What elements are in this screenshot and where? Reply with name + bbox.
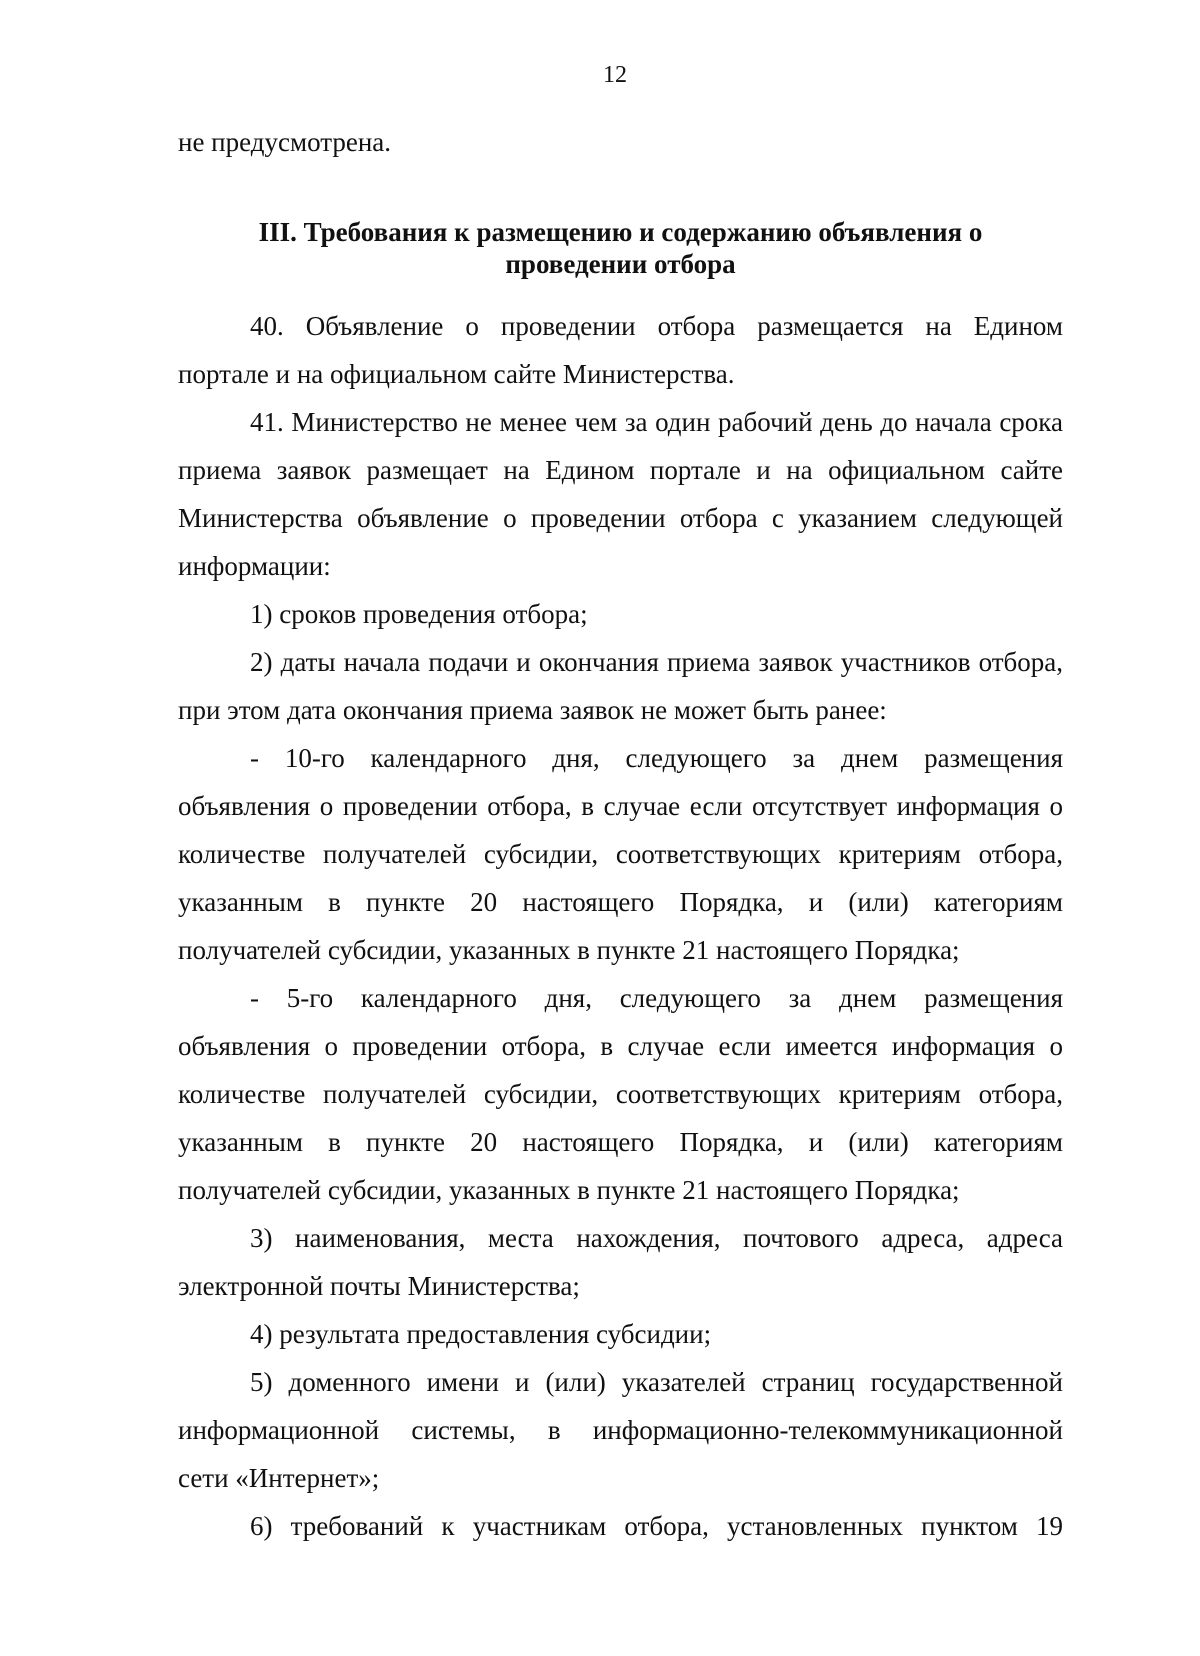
dash-item-2-line-5: получателей субсидии, указанных в пункте 21 настоящего Порядка; bbox=[178, 1175, 960, 1205]
list-item-1: 1) сроков проведения отбора; bbox=[250, 599, 588, 629]
continuation-text: не предусмотрена. bbox=[178, 127, 392, 157]
dash-item-2-line-2: объявления о проведении отбора, в случае если имеется информация о bbox=[178, 1031, 1063, 1061]
dash-item-1-line-4: указанным в пункте 20 настоящего Порядка, и (или) категориям bbox=[178, 887, 1063, 917]
paragraph-41-line-4: информации: bbox=[178, 551, 331, 581]
dash-item-1-line-1: - 10-го календарного дня, следующего за днем размещения bbox=[250, 743, 1063, 773]
section-title-line-1: III. Требования к размещению и содержанию объявления о bbox=[258, 217, 983, 247]
list-item-5-line-2: информационной системы, в информационно-телекоммуникационной bbox=[178, 1415, 1063, 1445]
dash-item-2-line-3: количестве получателей субсидии, соответствующих критериям отбора, bbox=[178, 1079, 1063, 1109]
paragraph-41-line-3: Министерства объявление о проведении отбора с указанием следующей bbox=[178, 503, 1063, 533]
list-item-5-line-3: сети «Интернет»; bbox=[178, 1463, 380, 1493]
paragraph-40-line-1: 40. Объявление о проведении отбора размещается на Едином bbox=[250, 311, 1063, 341]
dash-item-1-line-5: получателей субсидии, указанных в пункте 21 настоящего Порядка; bbox=[178, 935, 960, 965]
list-item-3-line-2: электронной почты Министерства; bbox=[178, 1271, 580, 1301]
dash-item-2-line-1: - 5-го календарного дня, следующего за днем размещения bbox=[250, 983, 1063, 1013]
list-item-2-line-1: 2) даты начала подачи и окончания приема заявок участников отбора, bbox=[250, 647, 1063, 677]
paragraph-41-line-2: приема заявок размещает на Едином портале и на официальном сайте bbox=[178, 455, 1063, 485]
list-item-4: 4) результата предоставления субсидии; bbox=[250, 1319, 712, 1349]
paragraph-40-line-2: портале и на официальном сайте Министерства. bbox=[178, 359, 735, 389]
dash-item-1-line-3: количестве получателей субсидии, соответствующих критериям отбора, bbox=[178, 839, 1063, 869]
list-item-5-line-1: 5) доменного имени и (или) указателей страниц государственной bbox=[250, 1367, 1063, 1397]
list-item-3-line-1: 3) наименования, места нахождения, почтового адреса, адреса bbox=[250, 1223, 1063, 1253]
dash-item-1-line-2: объявления о проведении отбора, в случае если отсутствует информация о bbox=[178, 791, 1063, 821]
list-item-2-line-2: при этом дата окончания приема заявок не может быть ранее: bbox=[178, 695, 887, 725]
section-heading bbox=[178, 216, 1063, 280]
section-title-line-2: проведении отбора bbox=[505, 249, 736, 279]
document-body bbox=[178, 118, 1063, 1550]
list-item-6-line-1: 6) требований к участникам отбора, установленных пунктом 19 bbox=[250, 1511, 1063, 1541]
paragraph-41-line-1: 41. Министерство не менее чем за один рабочий день до начала срока bbox=[250, 407, 1063, 437]
page-number: 12 bbox=[603, 62, 627, 88]
dash-item-2-line-4: указанным в пункте 20 настоящего Порядка, и (или) категориям bbox=[178, 1127, 1063, 1157]
